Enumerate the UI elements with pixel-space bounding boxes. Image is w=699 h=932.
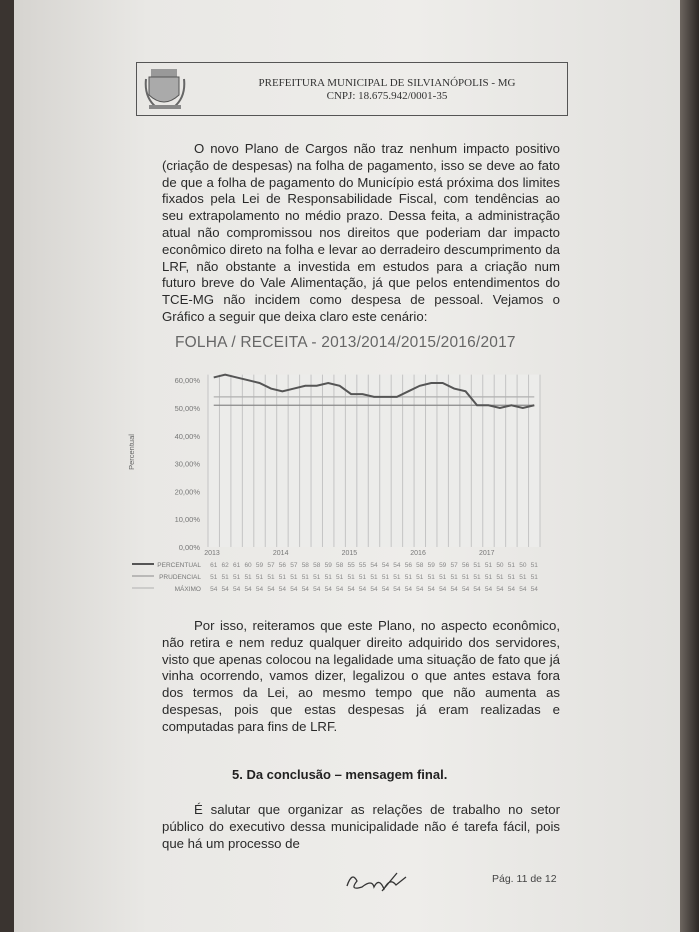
background-edge xyxy=(680,0,699,932)
data-table-cell: 54 xyxy=(255,586,264,593)
data-table-cell: 62 xyxy=(221,562,229,569)
data-table-cell: 58 xyxy=(416,562,424,569)
data-table-cell: 51 xyxy=(530,562,538,569)
data-table-cell: 51 xyxy=(427,574,435,581)
data-table-cell: 51 xyxy=(484,562,493,569)
data-table-cell: 54 xyxy=(393,586,401,593)
data-table-cell: 57 xyxy=(267,562,275,569)
y-tick-label: 30,00% xyxy=(174,459,200,469)
data-table-cell: 51 xyxy=(324,574,332,581)
data-table-cell: 54 xyxy=(461,586,470,593)
data-table-cell: 58 xyxy=(313,562,321,569)
data-table-cell: 51 xyxy=(255,574,264,581)
data-table-cell: 58 xyxy=(336,562,344,569)
y-tick-label: 0,00% xyxy=(178,543,200,552)
data-table-cell: 55 xyxy=(347,562,355,569)
data-table-cell: 54 xyxy=(507,586,515,593)
signature xyxy=(342,866,422,896)
legend-label: MÁXIMO xyxy=(174,586,201,593)
data-table-cell: 54 xyxy=(519,586,527,593)
paragraph: O novo Plano de Cargos não traz nenhum impacto positivo (criação de despesas) na folha de pagamento, isso se deve ao fato de que a folha de pagamento do Município está próxima dos limites fixados pela Lei de Responsabilidade Fiscal, com tendências ao seu extrapolamento no médio prazo. Dessa feita, a administração atual não compromissou nos direitos que poderiam dar impacto econômico direto na folha e levar ao derradeiro descumprimento da LRF, não obstante a investida em estudos para a criação num futuro breve do Vale Alimentação, já que pelos entendimentos do TCE-MG não incidem como despesa de pessoal. Vejamos o Gráfico a seguir que deixa claro este cenário: xyxy=(162,141,560,324)
data-table-cell: 54 xyxy=(221,586,229,593)
data-table-cell: 60 xyxy=(244,562,252,569)
plot-area xyxy=(208,375,540,547)
data-table-cell: 54 xyxy=(404,586,412,593)
data-table-cell: 51 xyxy=(484,574,493,581)
data-table-cell: 51 xyxy=(313,574,321,581)
x-tick-label: 2014 xyxy=(272,550,289,557)
y-tick-label: 50,00% xyxy=(174,404,200,413)
data-table-cell: 54 xyxy=(439,586,447,593)
header-cnpj: CNPJ: 18.675.942/0001-35 xyxy=(326,90,448,102)
data-table-cell: 59 xyxy=(439,562,447,569)
municipal-crest-icon xyxy=(143,65,187,111)
data-table-cell: 51 xyxy=(473,574,481,581)
data-table-cell: 54 xyxy=(370,586,378,593)
legend-label: PERCENTUAL xyxy=(157,562,201,569)
data-table-cell: 51 xyxy=(301,574,309,581)
data-table-cell: 51 xyxy=(267,574,275,581)
data-table-cell: 61 xyxy=(233,562,241,569)
data-table-cell: 54 xyxy=(336,586,344,593)
data-table-cell: 54 xyxy=(324,586,332,593)
data-table-cell: 51 xyxy=(244,574,252,581)
data-table-cell: 51 xyxy=(290,574,298,581)
data-table-cell: 51 xyxy=(336,574,344,581)
data-table-cell: 56 xyxy=(404,562,412,569)
data-table-cell: 51 xyxy=(496,574,504,581)
data-table-cell: 56 xyxy=(461,562,470,569)
data-table-cell: 51 xyxy=(519,574,527,581)
x-tick-label: 2017 xyxy=(478,550,495,557)
data-table-cell: 54 xyxy=(313,586,321,593)
x-tick-label: 2015 xyxy=(341,550,358,557)
y-axis-label: Percentual xyxy=(127,434,136,470)
y-tick-label: 60,00% xyxy=(174,376,200,386)
data-table-cell: 51 xyxy=(461,574,470,581)
data-table-cell: 54 xyxy=(210,586,218,593)
section-heading: 5. Da conclusão – mensagem final. xyxy=(232,767,448,782)
data-table-cell: 56 xyxy=(278,562,287,569)
data-table-cell: 54 xyxy=(381,586,390,593)
data-table-cell: 54 xyxy=(290,586,298,593)
x-tick-label: 2013 xyxy=(204,550,220,557)
data-table-cell: 58 xyxy=(301,562,309,569)
y-tick-label: 40,00% xyxy=(174,431,200,441)
data-table-cell: 54 xyxy=(301,586,309,593)
data-table-cell: 59 xyxy=(324,562,332,569)
data-table-cell: 54 xyxy=(244,586,252,593)
data-table-cell: 59 xyxy=(427,562,435,569)
data-table-cell: 54 xyxy=(416,586,424,593)
data-table-cell: 51 xyxy=(210,574,218,581)
data-table-cell: 51 xyxy=(381,574,390,581)
data-table-cell: 54 xyxy=(530,586,538,593)
data-table-cell: 51 xyxy=(221,574,229,581)
data-table-cell: 54 xyxy=(358,586,367,593)
page-number: Pág. 11 de 12 xyxy=(492,873,557,885)
data-table-cell: 51 xyxy=(393,574,401,581)
data-table-cell: 55 xyxy=(358,562,367,569)
y-tick-label: 20,00% xyxy=(174,487,200,497)
data-table-cell: 50 xyxy=(496,562,504,569)
data-table-cell: 59 xyxy=(255,562,264,569)
line-chart xyxy=(120,360,550,605)
data-table-cell: 54 xyxy=(347,586,355,593)
data-table-cell: 51 xyxy=(278,574,287,581)
data-table-cell: 51 xyxy=(439,574,447,581)
data-table-cell: 51 xyxy=(473,562,481,569)
data-table-cell: 57 xyxy=(290,562,298,569)
data-table-cell: 54 xyxy=(427,586,435,593)
data-table-cell: 51 xyxy=(358,574,367,581)
data-table-cell: 54 xyxy=(496,586,504,593)
letterhead xyxy=(136,62,568,116)
paragraph: Por isso, reiteramos que este Plano, no aspecto econômico, não retira e nem reduz qualquer direito adquirido dos servidores, visto que apenas colocou na legalidade uma situação de fato que já vinha ocorrendo, vamos dizer, legalizou o que antes estava fora dos termos da Lei, ao mesmo tempo que não aumenta as despesas, pois que estas despesas já eram realizadas e computadas para fins de LRF. xyxy=(162,618,560,734)
data-table-cell: 54 xyxy=(393,562,401,569)
data-table-cell: 54 xyxy=(450,586,458,593)
data-table-cell: 54 xyxy=(473,586,481,593)
data-table-cell: 54 xyxy=(381,562,390,569)
data-table-cell: 54 xyxy=(484,586,493,593)
chart-title: FOLHA / RECEITA - 2013/2014/2015/2016/2017 xyxy=(175,334,516,351)
header-title: PREFEITURA MUNICIPAL DE SILVIANÓPOLIS - MG xyxy=(258,77,516,89)
data-table-cell: 61 xyxy=(210,562,218,569)
x-tick-label: 2016 xyxy=(410,550,426,557)
data-table-cell: 54 xyxy=(278,586,287,593)
data-table-cell: 51 xyxy=(507,574,515,581)
data-table-cell: 57 xyxy=(450,562,458,569)
data-table-cell: 51 xyxy=(530,574,538,581)
data-table-cell: 51 xyxy=(450,574,458,581)
data-table-cell: 51 xyxy=(416,574,424,581)
data-table-cell: 54 xyxy=(267,586,275,593)
y-tick-label: 10,00% xyxy=(174,515,200,525)
data-table-cell: 51 xyxy=(233,574,241,581)
data-table-cell: 51 xyxy=(347,574,355,581)
data-table-cell: 51 xyxy=(404,574,412,581)
legend-label: PRUDENCIAL xyxy=(159,574,201,581)
paragraph: É salutar que organizar as relações de trabalho no setor público do executivo dessa municipalidade não é tarefa fácil, pois que há um processo de xyxy=(162,802,560,851)
data-table-cell: 50 xyxy=(519,562,527,569)
data-table-cell: 54 xyxy=(233,586,241,593)
data-table-cell: 54 xyxy=(370,562,378,569)
data-table-cell: 51 xyxy=(370,574,378,581)
data-table-cell: 51 xyxy=(507,562,515,569)
